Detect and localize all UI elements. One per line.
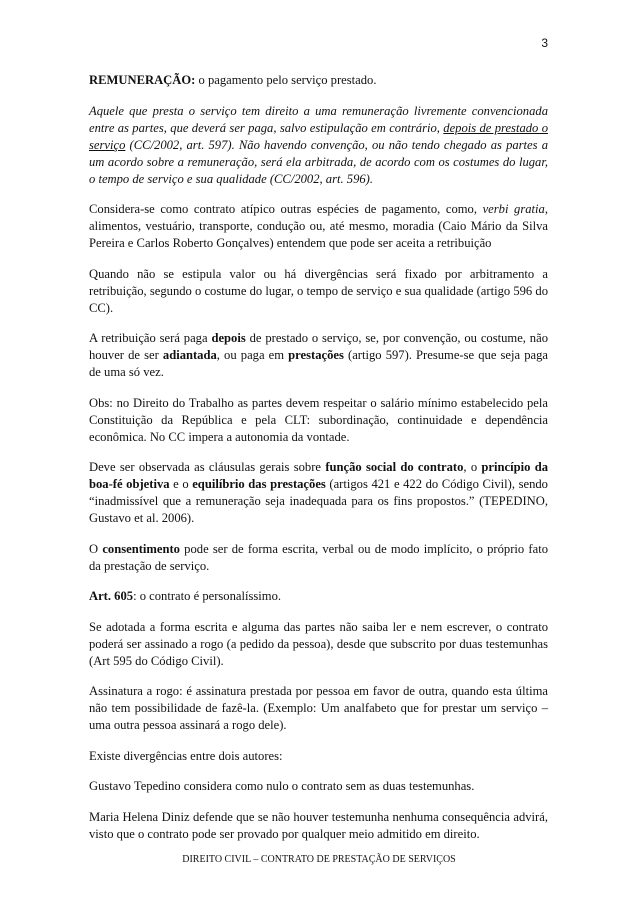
text: o pagamento pelo serviço prestado. (195, 73, 377, 87)
paragraph-art-605 (89, 588, 548, 605)
text: (CC/2002, art. 597). Não havendo convenção, ou não tendo chegado as partes a um acordo sobre a remuneração, será ela arbitrada, de acordo com os costumes do lugar, o tempo de serviço e sua qualidade (CC/2002, art. 596). (89, 137, 548, 186)
text: : o contrato é personalíssimo. (133, 589, 282, 603)
text: Deve ser observada as cláusulas gerais sobre (89, 460, 326, 474)
page-number: 3 (541, 36, 548, 50)
text: O (89, 541, 103, 556)
paragraph-assinatura-rogo (89, 683, 548, 734)
text: , alimentos, vestuário, transporte, condução ou, até mesmo, moradia (Caio Mário da Silva Pereira e Carlos Roberto Gonçalves) entendem que pode ser aceita a retribuição (89, 202, 548, 250)
paragraph-consentimento (89, 541, 548, 575)
bold-term: princípio da boa-fé objetiva (89, 460, 548, 491)
bold-term: consentimento (102, 541, 180, 556)
bold-term: REMUNERAÇÃO: (89, 73, 196, 87)
paragraph-divergencias (89, 748, 548, 765)
text: , o (463, 460, 482, 474)
text: Quando não se estipula valor ou há divergências será fixado por arbitramento a retribuição, segundo o costume do lugar, o tempo de serviço e sua qualidade (artigo 596 do CC). (89, 266, 548, 315)
text: Existe divergências entre dois autores: (89, 748, 283, 763)
paragraph-tepedino (89, 778, 548, 795)
bold-term: depois (211, 331, 246, 345)
bold-term: prestações (288, 348, 344, 362)
paragraph-clausulas-gerais (89, 459, 548, 527)
paragraph-retribuicao (89, 330, 548, 381)
bold-term: equilíbrio das prestações (192, 477, 326, 491)
page-footer: DIREITO CIVIL – CONTRATO DE PRESTAÇÃO DE SERVIÇOS (182, 854, 456, 865)
paragraph-arbitramento (89, 266, 548, 317)
text: Aquele que presta o serviço tem direito a uma remuneração livremente convencionada entre as partes, que deverá ser paga, salvo estipulação em contrário, (89, 103, 548, 135)
text: Maria Helena Diniz defende que se não houver testemunha nenhuma consequência advirá, visto que o contrato pode ser provado por qualquer meio admitido em direito. (89, 809, 548, 841)
paragraph-forma-escrita (89, 619, 548, 670)
text: (artigos 421 e 422 do Código Civil), sendo “inadmissível que a remuneração seja inadequada para os fins propostos.” (TEPEDINO, Gustavo et al. 2006). (89, 477, 548, 525)
paragraph-diniz (89, 809, 548, 843)
italic-term: verbi gratia (482, 202, 545, 216)
text: e o (169, 477, 193, 491)
text: Considera-se como contrato atípico outras espécies de pagamento, como, (89, 202, 483, 216)
text: Gustavo Tepedino considera como nulo o contrato sem as duas testemunhas. (89, 779, 475, 793)
bold-term: função social do contrato (325, 460, 464, 474)
paragraph-obs-trabalho (89, 395, 548, 446)
text: (artigo 597). Presume-se que seja paga de uma só vez. (89, 348, 548, 379)
document-body (89, 72, 548, 856)
underlined-text: depois de prestado o serviço (89, 120, 548, 152)
text: Assinatura a rogo: é assinatura prestada por pessoa em favor de outra, quando esta última não tem possibilidade de fazê-la. (Exemplo: Um analfabeto que for prestar um serviço – uma outra pessoa assinará a rogo dele). (89, 684, 548, 732)
text: Obs: no Direito do Trabalho as partes devem respeitar o salário mínimo estabelecido pela Constituição da República e pela CLT: subordinação, continuidade e dependência econômica. No CC impera a autonomia da vontade. (89, 395, 548, 444)
bold-term: Art. 605 (89, 589, 134, 603)
text: A retribuição será paga (89, 331, 212, 345)
paragraph-quote-cc (89, 103, 548, 188)
paragraph-remuneracao-heading (89, 72, 548, 89)
text: , ou paga em (216, 348, 289, 362)
paragraph-contrato-atipico (89, 201, 548, 252)
text: pode ser de forma escrita, verbal ou de modo implícito, o próprio fato da prestação de serviço. (89, 541, 548, 573)
text: de prestado o serviço, se, por convenção, ou costume, não houver de ser (89, 331, 548, 362)
bold-term: adiantada (162, 348, 217, 362)
text: Se adotada a forma escrita e alguma das partes não saiba ler e nem escrever, o contrato poderá ser assinado a rogo (a pedido da pessoa), desde que subscrito por duas testemunhas (Art 595 do Código Civil). (89, 619, 548, 668)
